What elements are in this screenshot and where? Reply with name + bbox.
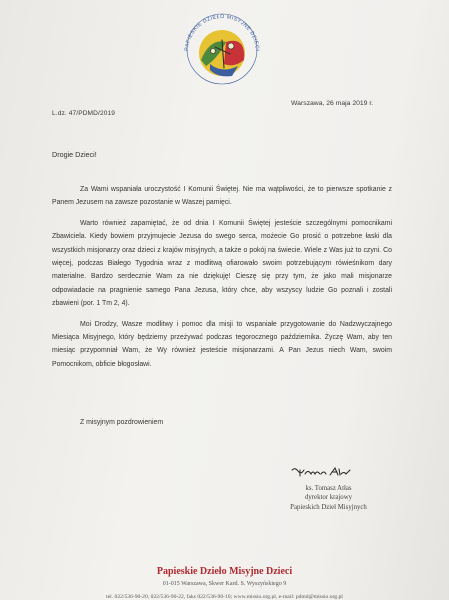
signatory-name: ks. Tomasz Atłas [305, 485, 352, 492]
paragraph: Warto również zapamiętać, że od dnia I Komunii Świętej jesteście szczególnymi pomocnikami Zbawiciela. Kiedy bowiem przyjmujecie Jezusa do swego serca, możecie Go prosić o potrzebne łaski dla wszystkich misjonarzy oraz dzieci z krajów misyjnych, a także o pokój na świecie. Wiele z Was już to czyni. Co więcej, podczas Białego Tygodnia wraz z modlitwą ofiarowało swoim potrzebującym rówieśnikom dary materialne. Bardzo serdecznie Wam za nie dziękuję! Cieszę się przy tym, że jako mali misjonarze odpowiadacie na pragnienie samego Pana Jezusa, który chce, aby wszyscy ludzie Go poznali i zostali zbawieni (por. 1 Tm 2, 4). [52, 219, 392, 308]
closing-line: Z misyjnym pozdrowieniem [80, 419, 164, 426]
footer-contact: tel. 022/536-90-20, 022/536-90-22, faks 022/536-90-10; www.missio.org.pl, e-mail: pdmd@missio.org.pl [106, 594, 343, 600]
paragraph: Moi Drodzy, Wasze modlitwy i pomoc dla misji to wspaniałe przygotowanie do Nadzwyczajnego Miesiąca Misyjnego, który będziemy przeżywać podczas tegorocznego października. Życzę Wam, aby ten miesiąc przypomniał Wam, że Wy również jesteście misjonarzami. A Pan Jezus niech Wam, swoim Pomocnikom, obficie błogosławi. [52, 320, 392, 368]
signatory-role: dyrektor krajowy [305, 494, 352, 502]
paragraph: Za Wami wspaniała uroczystość I Komunii Świętej. Nie ma wątpliwości, że to pierwsze spotkanie z Panem Jezusem na zawsze pozostanie w Waszej pamięci. [52, 186, 392, 207]
handwritten-signature [290, 466, 352, 478]
pdmd-logo [170, 2, 274, 86]
signatory-org: Papieskich Dzieł Misyjnych [290, 503, 367, 511]
footer-organization: Papieskie Dzieło Misyjne Dzieci [156, 566, 293, 577]
letter-date: Warszawa, 26 maja 2019 r. [291, 100, 374, 107]
greeting: Drogie Dzieci! [52, 150, 97, 159]
reference-number: L.dz. 47/PDMD/2019 [52, 110, 116, 117]
logo-text: PAPIESKIE DZIEŁO MISYJNE DZIECI [183, 13, 261, 52]
letter-body [52, 183, 392, 378]
footer-address: 01-015 Warszawa, Skwer Kard. S. Wyszyńskiego 9 [162, 581, 287, 587]
signature-block [271, 484, 386, 512]
